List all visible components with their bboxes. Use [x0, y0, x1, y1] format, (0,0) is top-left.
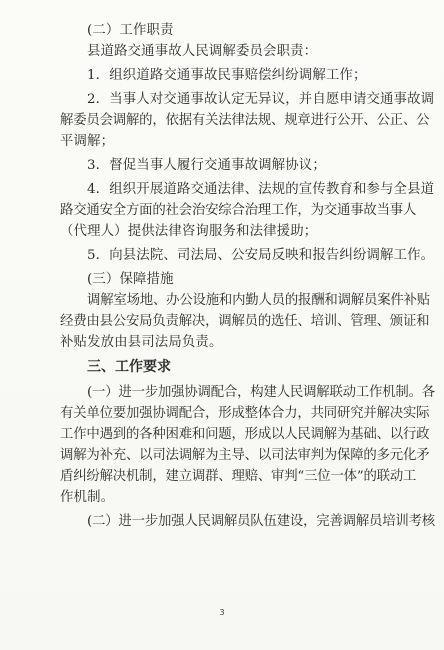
list-item-5: 5．向县法院、司法局、公安局反映和报告纠纷调解工作。: [87, 248, 435, 263]
paragraph-line: 补贴发放由县司法局负责。: [60, 335, 223, 350]
paragraph-line: 解委员会调解的，依据有关法律法规、规章进行公开、公正、公: [60, 113, 430, 128]
section-heading-requirements: 三、工作要求: [87, 359, 171, 375]
list-item-1: 1．组织道路交通事故民事赔偿纠纷调解工作；: [87, 68, 367, 83]
paragraph-line: （代理人）提供法律咨询服务和法律援助；: [60, 224, 318, 239]
paragraph-line: 经费由县公安局负责解决，调解员的选任、培训、管理、颁证和: [60, 314, 430, 329]
paragraph-line: 有关单位要加强协调配合，形成整体合力，共同研究并解决实际: [60, 406, 430, 421]
paragraph-line: 盾纠纷解决机制，建立调群、理赔、审判“三位一体”的联动工: [60, 469, 417, 484]
page-number: 3: [219, 608, 225, 617]
document-body: [60, 20, 435, 532]
paragraph-line: 调解为补充、以司法调解为主导、以司法审判为保障的多元化矛: [60, 448, 430, 463]
paragraph-line: 作机制。: [60, 490, 115, 505]
subsection-title-duties: (二）工作职责: [87, 23, 174, 38]
paragraph-line: 县道路交通事故人民调解委员会职责：: [87, 44, 318, 59]
paragraph-line: 平调解；: [60, 134, 115, 149]
paragraph-line: 路交通安全方面的社会治安综合治理工作，为交通事故当事人: [60, 203, 417, 218]
list-item-3: 3．督促当事人履行交通事故调解协议；: [87, 158, 326, 173]
paragraph-line: (一）进一步加强协调配合，构建人民调解联动工作机制。各: [87, 385, 435, 400]
paragraph-line: (二）进一步加强人民调解员队伍建设，完善调解员培训考核: [87, 514, 435, 529]
list-item-2: 2．当事人对交通事故认定无异议，并自愿申请交通事故调: [87, 92, 435, 107]
paragraph-line: 调解室场地、办公设施和内勤人员的报酬和调解员案件补贴: [87, 293, 430, 308]
list-item-4: 4．组织开展道路交通法律、法规的宣传教育和参与全县道: [87, 182, 435, 197]
paragraph-line: 工作中遇到的各种困难和问题，形成以人民调解为基础、以行政: [60, 427, 430, 442]
subsection-title-safeguards: (三）保障措施: [87, 272, 174, 287]
